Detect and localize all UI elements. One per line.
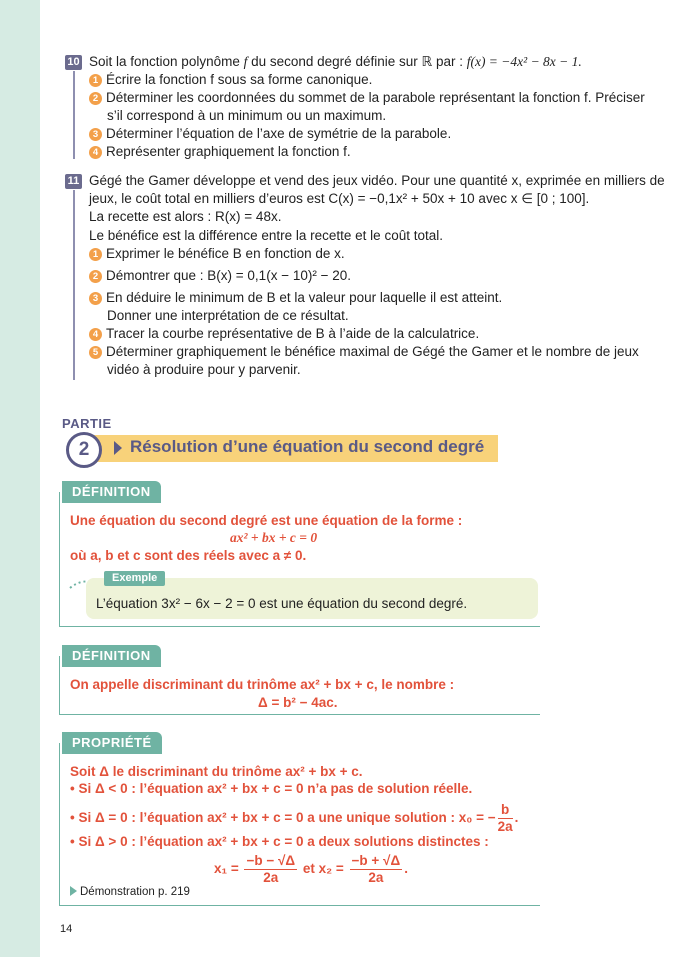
- exercise-10-q2: 2 Déterminer les coordonnées du sommet de la parabole représentant la fonction f. Préciser: [89, 89, 645, 107]
- triangle-right-icon: [70, 886, 77, 896]
- exercise-11-q3: 3 En déduire le minimum de B et la valeur pour laquelle il est atteint.: [89, 289, 502, 307]
- definition-1-tag: DÉFINITION: [62, 481, 161, 503]
- propriete-line-3: • Si Δ = 0 : l’équation ax² + bx + c = 0 a une unique solution : x₀ = − $\frac{b}{2a}$ .: [70, 801, 519, 834]
- exercise-11-q5: 5 Déterminer graphiquement le bénéfice maximal de Gégé the Gamer et le nombre de jeux: [89, 343, 639, 361]
- partie-number: 2: [66, 432, 102, 468]
- exercise-number-11: 11: [65, 174, 82, 189]
- exercise-number-10: 10: [65, 55, 82, 70]
- exercise-11-line-1: Gégé the Gamer développe et vend des jeux vidéo. Pour une quantité x, exprimée en milliers de: [89, 173, 665, 188]
- exercise-11-q1: 1 Exprimer le bénéfice B en fonction de x.: [89, 245, 345, 263]
- exercise-11-line-3: La recette est alors : R(x) = 48x.: [89, 209, 282, 224]
- partie-title: Résolution d’une équation du second degré: [130, 437, 485, 456]
- partie-arrow-icon: [114, 441, 122, 455]
- exercise-11-q3-cont: Donner une interprétation de ce résultat.: [107, 308, 349, 323]
- exercise-10-q2-cont: s’il correspond à un minimum ou un maximum.: [107, 108, 387, 123]
- exercise-11-q2: 2 Démontrer que : B(x) = 0,1(x − 10)² − 20.: [89, 267, 351, 285]
- page-number: 14: [60, 923, 73, 935]
- exercise-11-line-4: Le bénéfice est la différence entre la recette et le coût total.: [89, 228, 443, 243]
- definition-2-line-2: Δ = b² − 4ac.: [258, 695, 338, 710]
- partie-label: PARTIE: [62, 416, 112, 431]
- exercise-11-q5-cont: vidéo à produire pour y parvenir.: [107, 362, 301, 377]
- exercise-11-q4: 4 Tracer la courbe représentative de B à l’aide de la calculatrice.: [89, 325, 479, 343]
- exercise-10-q4: 4 Représenter graphiquement la fonction f.: [89, 143, 351, 161]
- definition-1-equation: ax² + bx + c = 0: [230, 530, 318, 545]
- exercise-10-intro: Soit la fonction polynôme f du second degré définie sur ℝ par : f(x) = −4x² − 8x − 1.: [89, 54, 582, 69]
- definition-1-line-1: Une équation du second degré est une équation de la forme :: [70, 513, 463, 528]
- exercise-10-q1: 1 Écrire la fonction f sous sa forme canonique.: [89, 71, 372, 89]
- definition-2-tag: DÉFINITION: [62, 645, 161, 667]
- propriete-solutions: x₁ = $\frac{-b - √\Delta}{2a}$ et x₂ = $\frac{-b + √\Delta}{2a}$ .: [214, 852, 408, 885]
- left-margin-band: [0, 0, 40, 957]
- definition-2-line-1: On appelle discriminant du trinôme ax² + bx + c, le nombre :: [70, 677, 455, 692]
- exercise-10-q3: 3 Déterminer l’équation de l’axe de symétrie de la parabole.: [89, 125, 451, 143]
- exercise-11-bar: [73, 190, 75, 380]
- exemple-tag: Exemple: [104, 571, 165, 586]
- exemple-text: L’équation 3x² − 6x − 2 = 0 est une équation du second degré.: [96, 596, 468, 611]
- demonstration-link[interactable]: Démonstration p. 219: [70, 886, 190, 898]
- exercise-10-bar: [73, 71, 75, 159]
- propriete-line-1: Soit Δ le discriminant du trinôme ax² + bx + c.: [70, 764, 363, 779]
- exercise-11-line-2: jeux, le coût total en milliers d’euros est C(x) = −0,1x² + 50x + 10 avec x ∈ [0 ; 100].: [89, 191, 590, 206]
- definition-1-line-3: où a, b et c sont des réels avec a ≠ 0.: [70, 548, 307, 563]
- propriete-line-2: • Si Δ < 0 : l’équation ax² + bx + c = 0 n’a pas de solution réelle.: [70, 781, 473, 796]
- propriete-tag: PROPRIÉTÉ: [62, 732, 162, 754]
- propriete-line-4: • Si Δ > 0 : l’équation ax² + bx + c = 0 a deux solutions distinctes :: [70, 834, 489, 849]
